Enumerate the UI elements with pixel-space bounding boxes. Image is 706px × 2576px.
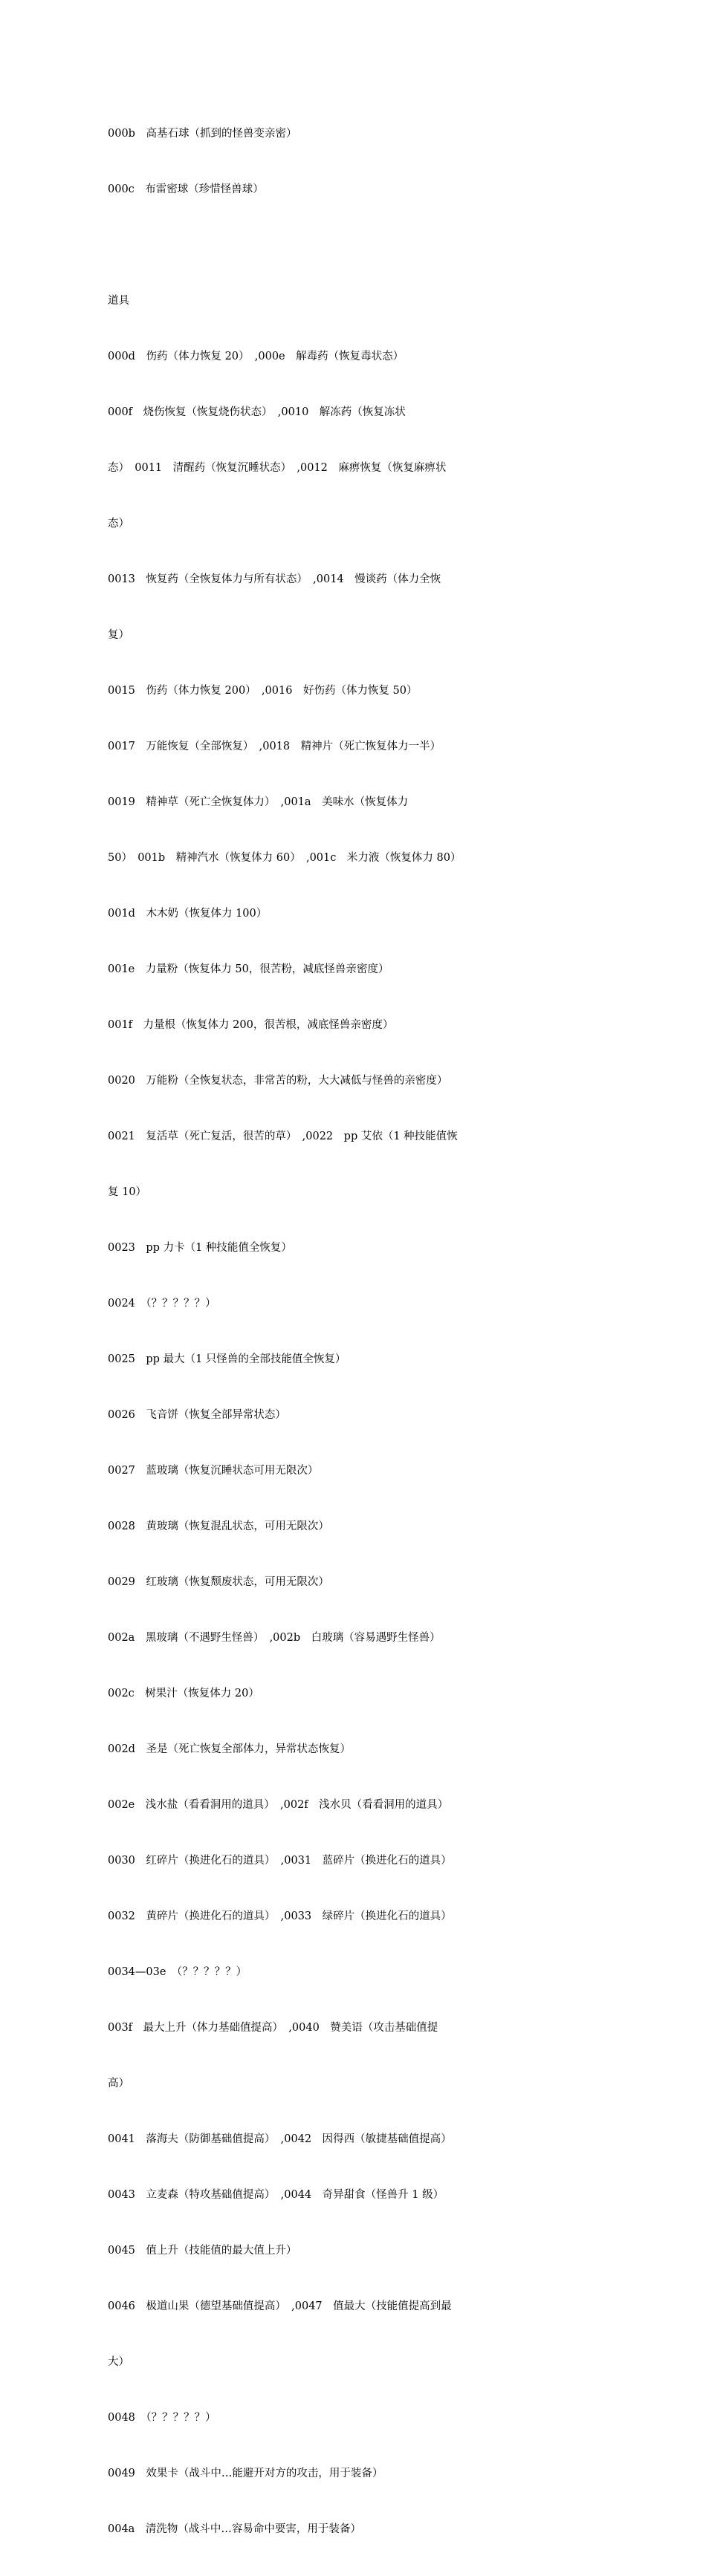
text-line: 000c 布雷密球（珍惜怪兽球） — [108, 183, 264, 195]
text-line: 000f 烧伤恢复（恢复烧伤状态） ,0010 解冻药（恢复冻状 — [108, 406, 406, 418]
text-line: 0026 飞音饼（恢复全部异常状态） — [108, 1409, 286, 1421]
text-line: 0049 效果卡（战斗中…能避开对方的攻击，用于装备） — [108, 2468, 383, 2479]
text-line: 002a 黑玻璃（不遇野生怪兽） ,002b 白玻璃（容易遇野生怪兽） — [108, 1632, 441, 1644]
text-line: 0030 红碎片（换进化石的道具） ,0031 蓝碎片（换进化石的道具） — [108, 1855, 452, 1867]
text-line: 0013 恢复药（全恢复体力与所有状态） ,0014 慢谈药（体力全恢 — [108, 573, 441, 585]
text-line: 002c 树果汁（恢复体力 20） — [108, 1688, 259, 1700]
text-line: 0023 pp 力卡（1 种技能值全恢复） — [108, 1242, 292, 1254]
text-line: 0020 万能粉（全恢复状态，非常苦的粉，大大减低与怪兽的亲密度） — [108, 1075, 448, 1087]
text-line: 0017 万能恢复（全部恢复） ,0018 精神片（死亡恢复体力一半） — [108, 741, 441, 752]
text-line: 0015 伤药（体力恢复 200） ,0016 好伤药（体力恢复 50） — [108, 685, 418, 697]
text-line: 0024 （？？？？？） — [108, 1298, 216, 1310]
text-line: 001e 力量粉（恢复体力 50，很苦粉，减底怪兽亲密度） — [108, 963, 389, 975]
text-line: 复 10） — [108, 1186, 147, 1198]
text-line: 002d 圣是（死亡恢复全部体力，异常状态恢复） — [108, 1743, 351, 1755]
text-line: 0034—03e （？？？？？） — [108, 1966, 247, 1978]
blank-line — [108, 236, 509, 255]
text-line: 0027 蓝玻璃（恢复沉睡状态可用无限次） — [108, 1465, 319, 1477]
text-line: 0045 值上升（技能值的最大值上升） — [108, 2245, 297, 2257]
text-line: 0048 （？？？？？） — [108, 2412, 216, 2424]
text-line: 0029 红玻璃（恢复颓废状态，可用无限次） — [108, 1576, 329, 1588]
text-line: 0021 复活草（死亡复活，很苦的草） ,0022 pp 艾依（1 种技能值恢 — [108, 1131, 458, 1142]
text-line: 复） — [108, 629, 129, 641]
text-line: 004a 清洗物（战斗中…容易命中要害，用于装备） — [108, 2523, 361, 2535]
section-heading: 道具 — [108, 295, 129, 307]
text-line: 0032 黄碎片（换进化石的道具） ,0033 绿碎片（换进化石的道具） — [108, 1910, 452, 1922]
text-line: 002e 浅水盐（看看洞用的道具） ,002f 浅水贝（看看洞用的道具） — [108, 1799, 449, 1811]
text-line: 001f 力量根（恢复体力 200，很苦根，减底怪兽亲密度） — [108, 1019, 394, 1031]
text-line: 态） 0011 清醒药（恢复沉睡状态） ,0012 麻痹恢复（恢复麻痹状 — [108, 462, 447, 474]
text-line: 003f 最大上升（体力基础值提高） ,0040 赞美语（攻击基础值提 — [108, 2022, 438, 2034]
text-line: 0043 立麦森（特攻基础值提高） ,0044 奇异甜食（怪兽升 1 级） — [108, 2189, 444, 2201]
document-body — [108, 88, 509, 2576]
text-line: 0025 pp 最大（1 只怪兽的全部技能值全恢复） — [108, 1353, 346, 1365]
text-line: 0041 落海夫（防御基础值提高） ,0042 因得西（敏捷基础值提高） — [108, 2133, 452, 2145]
text-line: 000b 高基石球（抓到的怪兽变亲密） — [108, 128, 297, 140]
text-line: 000d 伤药（体力恢复 20） ,000e 解毒药（恢复毒状态） — [108, 351, 404, 362]
text-line: 态） — [108, 518, 129, 530]
text-line: 大） — [108, 2356, 129, 2368]
text-line: 50） 001b 精神汽水（恢复体力 60） ,001c 米力液（恢复体力 80） — [108, 852, 462, 864]
text-line: 0028 黄玻璃（恢复混乱状态，可用无限次） — [108, 1520, 329, 1532]
text-line: 001d 木木奶（恢复体力 100） — [108, 908, 268, 920]
text-line: 0046 极道山果（德望基础值提高） ,0047 值最大（技能值提高到最 — [108, 2300, 452, 2312]
text-line: 高） — [108, 2078, 129, 2089]
text-line: 0019 精神草（死亡全恢复体力） ,001a 美味水（恢复体力 — [108, 796, 409, 808]
